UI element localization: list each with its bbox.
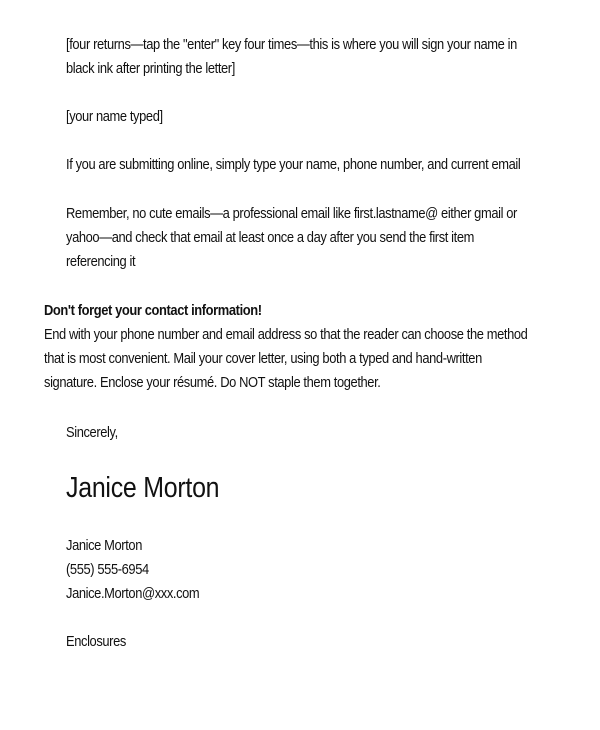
signature-instructions-line-1: [four returns—tap the "enter" key four times—this is where you will sign your name in: [66, 36, 517, 53]
name-typed-placeholder: [your name typed]: [66, 108, 163, 125]
contact-tip-line-2: that is most convenient. Mail your cover letter, using both a typed and hand-written: [44, 350, 482, 367]
contact-tip-line-1: End with your phone number and email address so that the reader can choose the method: [44, 326, 528, 343]
email-reminder-line-2: yahoo—and check that email at least once a day after you send the first item: [66, 229, 475, 246]
contact-tip-heading: Don't forget your contact information!: [44, 302, 262, 319]
contact-tip-line-3: signature. Enclose your résumé. Do NOT staple them together.: [44, 374, 381, 391]
online-submission-note: If you are submitting online, simply type your name, phone number, and current email: [66, 156, 521, 173]
contact-email: Janice.Morton@xxx.com: [66, 585, 200, 602]
signature-instructions-line-2: black ink after printing the letter]: [66, 60, 235, 77]
email-reminder-line-3: referencing it: [66, 253, 136, 270]
enclosures-note: Enclosures: [66, 633, 126, 650]
contact-phone: (555) 555-6954: [66, 561, 149, 578]
email-reminder-line-1: Remember, no cute emails—a professional email like first.lastname@ either gmail or: [66, 205, 517, 222]
signature-name: Janice Morton: [66, 472, 220, 504]
closing-salutation: Sincerely,: [66, 424, 118, 441]
contact-name: Janice Morton: [66, 537, 143, 554]
